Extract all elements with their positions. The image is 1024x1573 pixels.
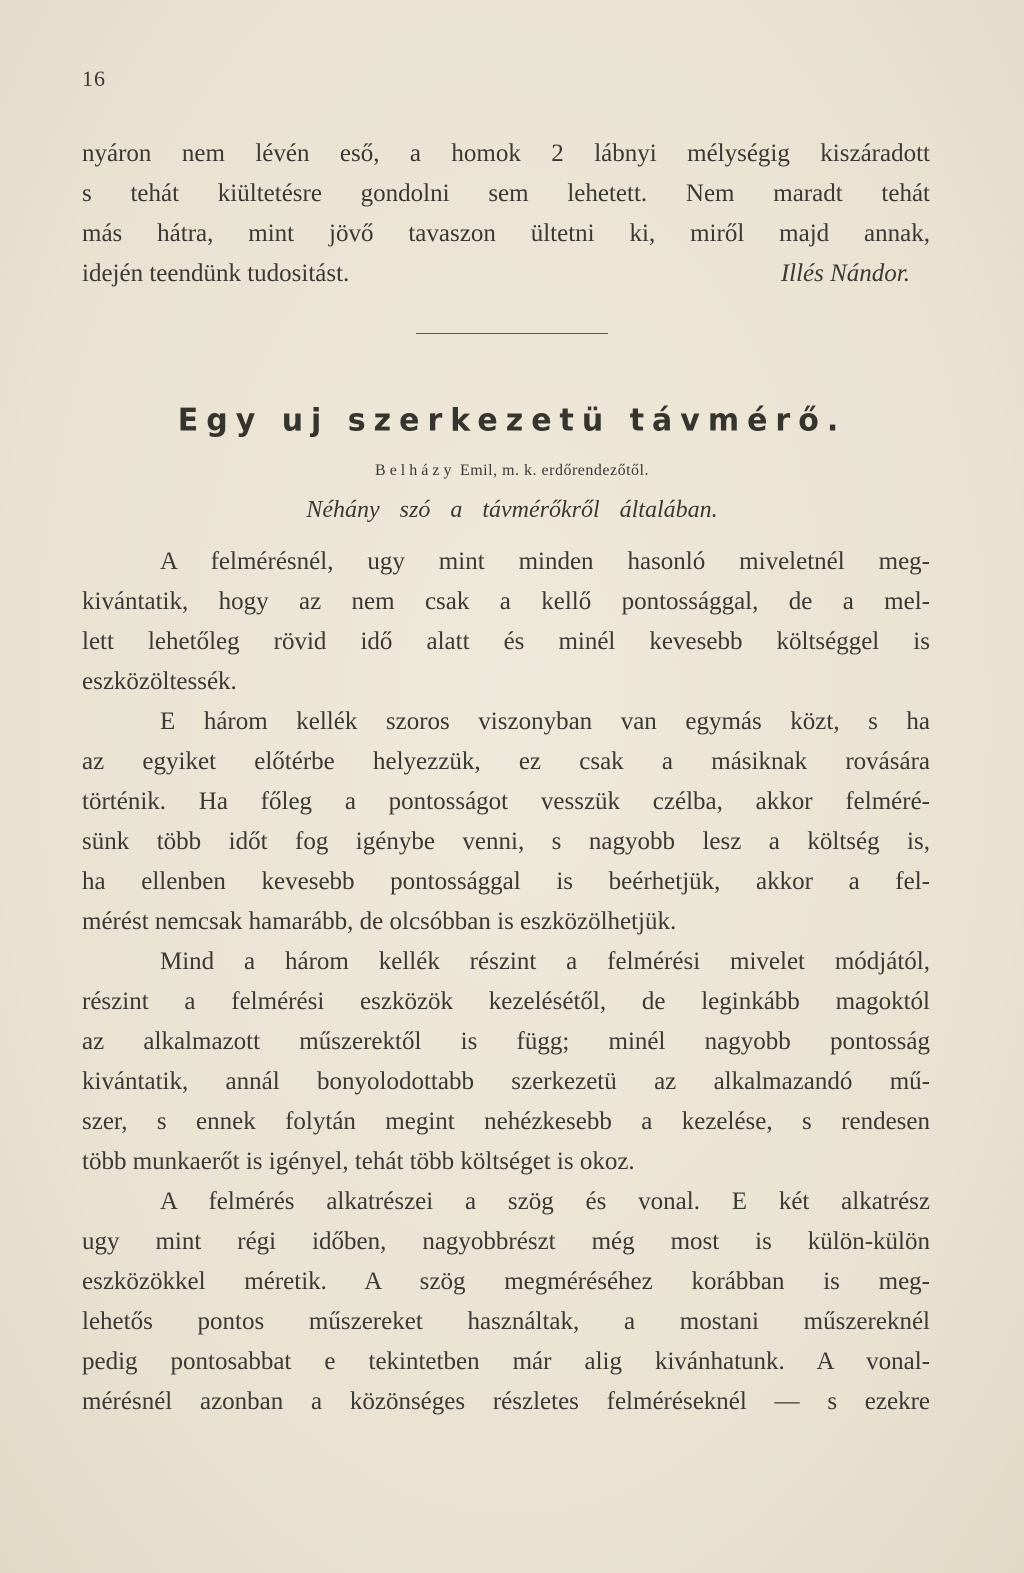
text-line: több munkaerőt is igényel, tehát több költséget is okoz.	[82, 1148, 635, 1175]
text-line: lett lehetőleg rövid idő alatt és minél kevesebb költséggel is	[82, 628, 930, 655]
article-title: Egy uj szerkezetü távmérő.	[177, 402, 847, 439]
text-line: lehetős pontos műszereket használtak, a mostani műszereknél	[82, 1308, 930, 1335]
text-line: nyáron nem lévén eső, a homok 2 lábnyi mélységig kiszáradott	[82, 140, 930, 167]
text-line: kivántatik, hogy az nem csak a kellő pontossággal, de a mel-	[82, 588, 930, 615]
text-line-with-signature	[82, 254, 930, 294]
text-line: ha ellenben kevesebb pontossággal is beérhetjük, akkor a fel-	[82, 868, 930, 895]
text-line: Mind a három kellék részint a felmérési mivelet módjától,	[160, 948, 930, 975]
text-line: részint a felmérési eszközök kezelésétől, de leginkább magoktól	[82, 988, 930, 1015]
text-line: A felmérésnél, ugy mint minden hasonló miveletnél meg-	[160, 548, 930, 575]
text-line: s tehát kiültetésre gondolni sem lehetett. Nem maradt tehát	[82, 180, 930, 207]
text-line: A felmérés alkatrészei a szög és vonal. E két alkatrész	[160, 1188, 930, 1215]
section-divider	[416, 333, 608, 334]
text-line: eszközöltessék.	[82, 668, 237, 695]
text-line: szer, s ennek folytán megint nehézkesebb a kezelése, s rendesen	[82, 1108, 930, 1135]
text-line: történik. Ha főleg a pontosságot vesszük czélba, akkor felméré-	[82, 788, 930, 815]
author-name: Belházy	[375, 462, 456, 479]
intro-paragraph	[82, 134, 930, 294]
article-body	[82, 542, 930, 1422]
author-title: Emil, m. k. erdőrendezőtől.	[459, 462, 649, 479]
text-line: sünk több időt fog igénybe venni, s nagyobb lesz a költség is,	[82, 828, 930, 855]
text-line: mérést nemcsak hamarább, de olcsóbban is eszközölhetjük.	[82, 908, 677, 935]
text-line: az alkalmazott műszerektől is függ; minél nagyobb pontosság	[82, 1028, 930, 1055]
text-line: az egyiket előtérbe helyezzük, ez csak a másiknak rovására	[82, 748, 930, 775]
article-byline	[0, 462, 1024, 480]
text-line: mérésnél azonban a közönséges részletes felméréseknél — s ezekre	[82, 1388, 930, 1415]
author-signature: Illés Nándor.	[780, 260, 910, 287]
text-line: E három kellék szoros viszonyban van egymás közt, s ha	[160, 708, 930, 735]
text-line: más hátra, mint jövő tavaszon ültetni ki, miről majd annak,	[82, 220, 930, 247]
text-line: pedig pontosabbat e tekintetben már alig kivánhatunk. A vonal-	[82, 1348, 930, 1375]
section-subtitle: Néhány szó a távmérőkről általában.	[306, 497, 718, 523]
page-number: 16	[82, 66, 106, 91]
text-line: idején teendünk tudositást.	[82, 260, 350, 287]
text-line: eszközökkel méretik. A szög megméréséhez korábban is meg-	[82, 1268, 930, 1295]
text-line: kivántatik, annál bonyolodottabb szerkezetü az alkalmazandó mű-	[82, 1068, 930, 1095]
text-line: ugy mint régi időben, nagyobbrészt még most is külön-külön	[82, 1228, 930, 1255]
